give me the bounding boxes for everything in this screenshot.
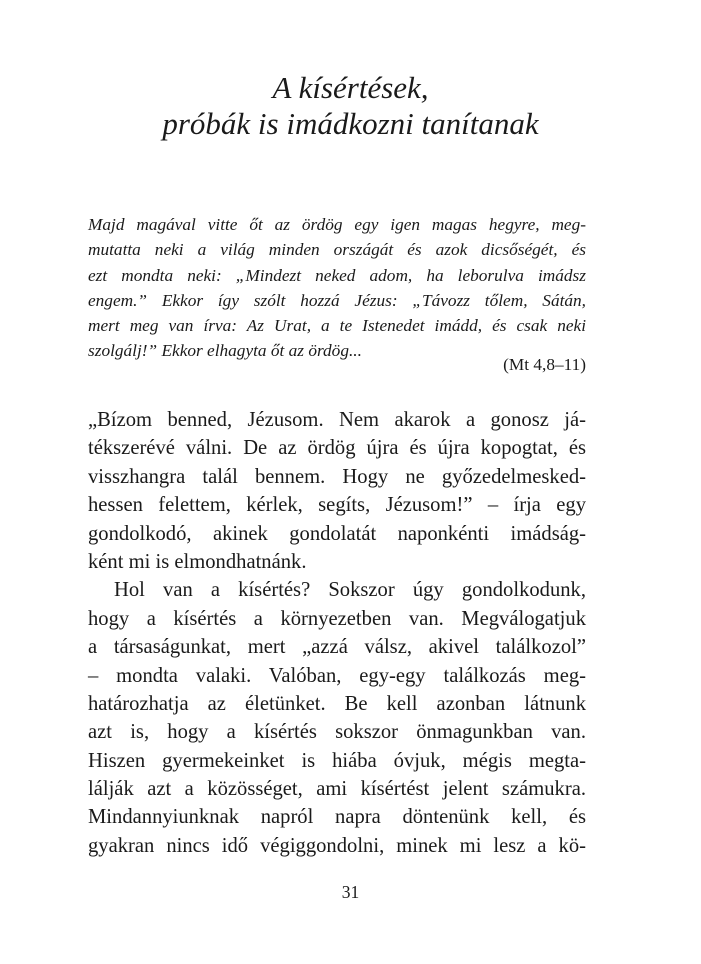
body-line: gondolkodó, akinek gondolatát naponkénti imádság- bbox=[88, 522, 586, 545]
body-line: hessen felettem, kérlek, segíts, Jézusom!” – írja egy bbox=[88, 494, 586, 517]
page-number: 31 bbox=[341, 882, 360, 902]
body-line: hogy a kísértés a környezetben van. Megválogatjuk bbox=[88, 607, 586, 630]
body-line: lálják azt a közösséget, ami kísértést jelent számukra. bbox=[88, 778, 586, 801]
epigraph-line: mutatta neki a világ minden országát és azok dicsőségét, és bbox=[88, 240, 586, 260]
body-line: ként mi is elmondhatnánk. bbox=[88, 550, 307, 573]
body-line: visszhangra talál bennem. Hogy ne győzedelmesked- bbox=[88, 465, 586, 488]
epigraph-line: mert meg van írva: Az Urat, a te Istenedet imádd, és csak neki bbox=[88, 316, 586, 336]
body-line: tékszerévé válni. De az ördög újra és újra kopogtat, és bbox=[88, 437, 586, 460]
body-line: „Bízom benned, Jézusom. Nem akarok a gonosz já- bbox=[88, 409, 586, 431]
body-text bbox=[88, 406, 586, 860]
body-line: – mondta valaki. Valóban, egy-egy találkozás meg- bbox=[88, 664, 586, 687]
epigraph-line: Majd magával vitte őt az ördög egy igen magas hegyre, meg- bbox=[88, 215, 586, 234]
body-line: Hol van a kísértés? Sokszor úgy gondolkodunk, bbox=[114, 579, 586, 602]
epigraph-line: ezt mondta neki: „Mindezt neked adom, ha leborulva imádsz bbox=[88, 265, 586, 285]
body-line: határozhatja az életünket. Be kell azonban látnunk bbox=[88, 692, 586, 715]
body-line: a társaságunkat, mert „azzá válsz, akivel találkozol” bbox=[88, 636, 586, 659]
chapter-title bbox=[0, 70, 701, 142]
chapter-title-line-2: próbák is imádkozni tanítanak bbox=[162, 106, 539, 141]
body-line: gyakran nincs idő végiggondolni, minek mi lesz a kö- bbox=[88, 834, 586, 857]
body-line: azt is, hogy a kísértés sokszor önmagunkban van. bbox=[88, 721, 586, 744]
epigraph-line: szolgálj!” Ekkor elhagyta őt az ördög... bbox=[88, 341, 362, 361]
bible-citation: (Mt 4,8–11) bbox=[503, 355, 586, 374]
body-line: Mindannyiunknak napról napra döntenünk kell, és bbox=[88, 806, 586, 829]
epigraph bbox=[88, 212, 586, 364]
chapter-title-line-1: A kísértések, bbox=[272, 70, 429, 105]
epigraph-line: engem.” Ekkor így szólt hozzá Jézus: „Távozz tőlem, Sátán, bbox=[88, 290, 586, 310]
body-line: Hiszen gyermekeinket is hiába óvjuk, mégis megta- bbox=[88, 749, 586, 772]
